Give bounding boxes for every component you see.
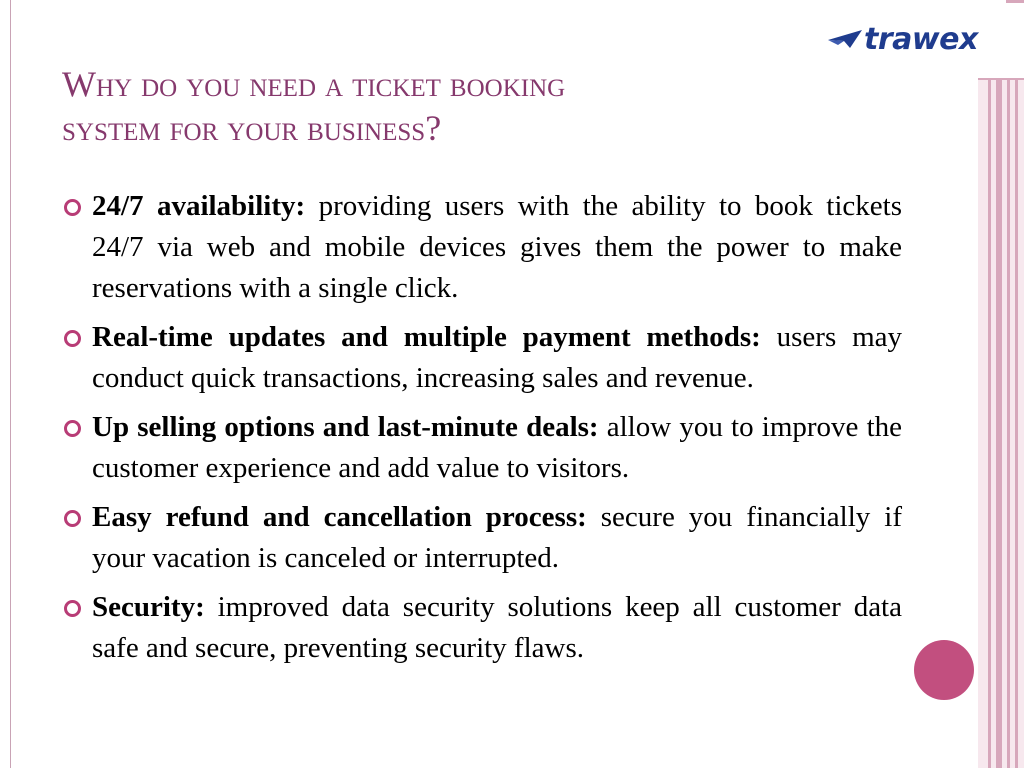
decorative-circle bbox=[914, 640, 974, 700]
decorative-stripe bbox=[988, 80, 991, 768]
bullet-heading: Security: bbox=[92, 591, 205, 623]
decorative-stripe bbox=[1007, 80, 1010, 768]
list-item bbox=[62, 497, 902, 579]
left-border-line bbox=[10, 0, 11, 768]
slide-title bbox=[62, 62, 762, 150]
decorative-stripe bbox=[1015, 80, 1018, 768]
bullet-text: users may conduct quick transactions, increasing sales and revenue. bbox=[92, 321, 902, 394]
list-item bbox=[62, 186, 902, 309]
bullet-ring-icon bbox=[64, 330, 81, 347]
bullet-ring-icon bbox=[64, 510, 81, 527]
decorative-stripe bbox=[996, 80, 1002, 768]
bullet-heading: Easy refund and cancellation process: bbox=[92, 501, 587, 533]
bullet-heading: 24/7 availability: bbox=[92, 190, 306, 222]
list-item bbox=[62, 407, 902, 489]
bullet-ring-icon bbox=[64, 600, 81, 617]
bullet-text: secure you financially if your vacation is canceled or interrupted. bbox=[92, 501, 902, 574]
bullet-ring-icon bbox=[64, 420, 81, 437]
corner-accent bbox=[1006, 0, 1024, 3]
list-item bbox=[62, 317, 902, 399]
bullet-text: improved data security solutions keep all customer data safe and secure, preventing security flaws. bbox=[92, 591, 902, 664]
bullet-ring-icon bbox=[64, 199, 81, 216]
trawex-logo bbox=[828, 22, 988, 62]
bullet-text: allow you to improve the customer experience and add value to visitors. bbox=[92, 411, 903, 484]
bullet-list bbox=[62, 186, 902, 677]
bullet-heading: Real-time updates and multiple payment methods: bbox=[92, 321, 761, 353]
title-line-1: Why do you need a ticket booking bbox=[62, 64, 566, 104]
plane-icon bbox=[828, 28, 864, 50]
logo-text: trawex bbox=[864, 22, 978, 57]
title-line-2: system for your business? bbox=[62, 108, 442, 148]
list-item bbox=[62, 587, 902, 669]
bullet-text: providing users with the ability to book tickets 24/7 via web and mobile devices gives them the power to make reservations with a single click. bbox=[92, 190, 902, 304]
bullet-heading: Up selling options and last-minute deals: bbox=[92, 411, 599, 443]
